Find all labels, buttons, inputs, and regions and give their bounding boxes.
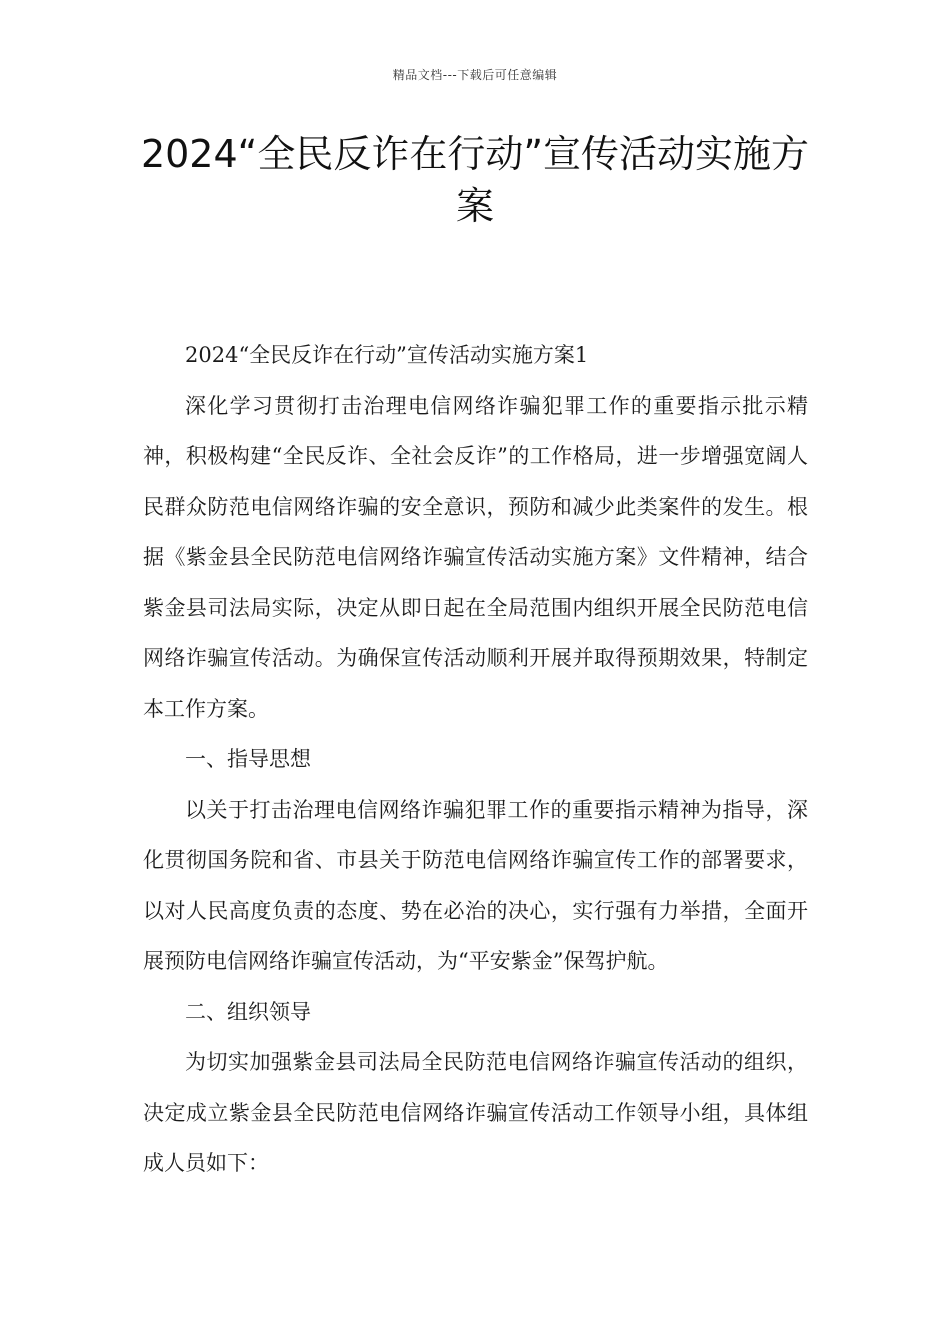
paragraph-intro: 深化学习贯彻打击治理电信网络诈骗犯罪工作的重要指示批示精神，积极构建“全民反诈、全社会反诈”的工作格局，进一步增强宽阔人民群众防范电信网络诈骗的安全意识，预防和减少此类案件的发生。根据《紫金县全民防范电信网络诈骗宣传活动实施方案》文件精神，结合紫金县司法局实际，决定从即日起在全局范围内组织开展全民防范电信网络诈骗宣传活动。为确保宣传活动顺利开展并取得预期效果，特制定本工作方案。: [143, 393, 808, 721]
paragraph-organization: 为切实加强紫金县司法局全民防范电信网络诈骗宣传活动的组织，决定成立紫金县全民防范电信网络诈骗宣传活动工作领导小组，具体组成人员如下：: [143, 1050, 808, 1175]
document-body: [143, 330, 808, 1189]
section-heading-organization: 二、组织领导: [185, 999, 311, 1024]
section-heading-guiding-ideology: 一、指导思想: [185, 747, 311, 771]
paragraph-subtitle: 2024“全民反诈在行动”宣传活动实施方案1: [185, 343, 589, 367]
document-title: 2024“全民反诈在行动”宣传活动实施方案: [140, 132, 810, 228]
paragraph-guiding-ideology: 以关于打击治理电信网络诈骗犯罪工作的重要指示精神为指导，深化贯彻国务院和省、市县关于防范电信网络诈骗宣传工作的部署要求，以对人民高度负责的态度、势在必治的决心，实行强有力举措，全面开展预防电信网络诈骗宣传活动，为“平安紫金”保驾护航。: [143, 797, 808, 973]
header-note: 精品文档---下载后可任意编辑: [392, 68, 558, 82]
